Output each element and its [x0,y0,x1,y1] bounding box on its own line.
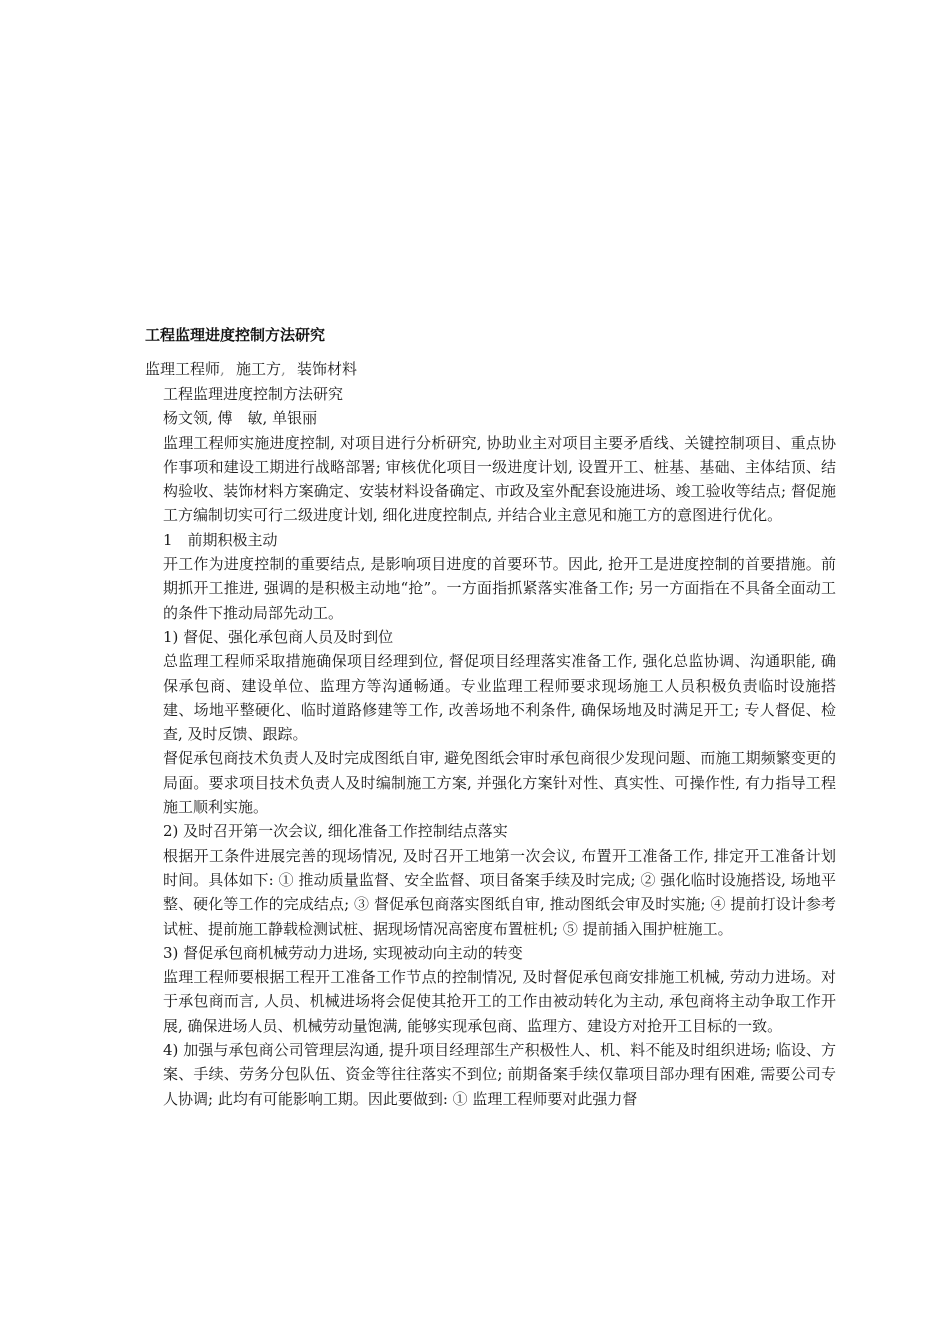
body-paragraph: 开工作为进度控制的重要结点, 是影响项目进度的首要环节。因此, 抢开工是进度控制的首要措施。前期抓开工推进, 强调的是积极主动地“抢”。一方面指抓紧落实准备工作; 另一方面指在不具备全面动工的条件下推动局部先动工。 [163,555,836,622]
body-authors: 杨文领, 傅 敏, 单银丽 [163,409,318,428]
subsection-heading: 3) 督促承包商机械劳动力进场, 实现被动向主动的转变 [163,943,523,962]
body-paragraph: 监理工程师实施进度控制, 对项目进行分析研究, 协助业主对项目主要矛盾线、关键控制项目、重点协作事项和建设工期进行战略部署; 审核优化项目一级进度计划, 设置开工、桩基、基础、主体结顶、结构验收、装饰材料方案确定、安装材料设备确定、市政及室外配套设施进场、竣工验收等结点; 督促施工方编制切实可行二级进度计划, 细化进度控制点, 并结合业主意见和施工方的意图进行优化。 [163,433,836,525]
body-paragraph: 根据开工条件进展完善的现场情况, 及时召开工地第一次会议, 布置开工准备工作, 排定开工准备计划时间。具体如下: ① 推动质量监督、安全监督、项目备案手续及时完成; ② 强化临时设施搭设, 场地平整、硬化等工作的完成结点; ③ 督促承包商落实图纸自审, 推动图纸会审及时实施; ④ 提前打设计参考试桩、提前施工静载检测试桩、据现场情况高密度布置桩机; ⑤ 提前插入围护桩施工。 [163,846,836,938]
body-paragraph: 督促承包商技术负责人及时完成图纸自审, 避免图纸会审时承包商很少发现问题、而施工期频繁变更的局面。要求项目技术负责人及时编制施工方案, 并强化方案针对性、真实性、可操作性, 有力指导工程施工顺利实施。 [163,749,836,817]
body-paragraph: 4) 加强与承包商公司管理层沟通, 提升项目经理部生产积极性人、机、料不能及时组织进场; 临设、方案、手续、劳务分包队伍、资金等往往落实不到位; 前期备案手续仅靠项目部办理有困难, 需要公司专人协调; 此均有可能影响工期。因此要做到: ① 监理工程师要对此强力督 [163,1041,836,1108]
keyword-item: 装饰材料 [297,360,358,378]
keyword-item: 施工方 [236,360,282,378]
keyword-list [145,358,357,380]
keyword-separator: , [220,360,225,378]
document-title: 工程监理进度控制方法研究 [145,326,326,344]
section-heading: 1 前期积极主动 [163,530,278,549]
body-paragraph: 总监理工程师采取措施确保项目经理到位, 督促项目经理落实准备工作, 强化总监协调、沟通职能, 确保承包商、建设单位、监理方等沟通畅通。专业监理工程师要求现场施工人员积极负责临时设施搭建、场地平整硬化、临时道路修建等工作, 改善场地不利条件, 确保场地及时满足开工; 专人督促、检查, 及时反馈、跟踪。 [163,652,836,744]
body-paragraph: 监理工程师要根据工程开工准备工作节点的控制情况, 及时督促承包商安排施工机械, 劳动力进场。对于承包商而言, 人员、机械进场将会促使其抢开工的工作由被动转化为主动, 承包商将主动争取工作开展, 确保进场人员、机械劳动量饱满, 能够实现承包商、监理方、建设方对抢开工目标的一致。 [163,968,836,1035]
subsection-heading: 2) 及时召开第一次会议, 细化准备工作控制结点落实 [163,822,508,841]
body-subtitle: 工程监理进度控制方法研究 [163,385,344,403]
keyword-separator: , [281,360,286,378]
subsection-heading: 1) 督促、强化承包商人员及时到位 [163,627,394,646]
keyword-item: 监理工程师 [145,360,221,378]
document-body [163,382,836,1111]
